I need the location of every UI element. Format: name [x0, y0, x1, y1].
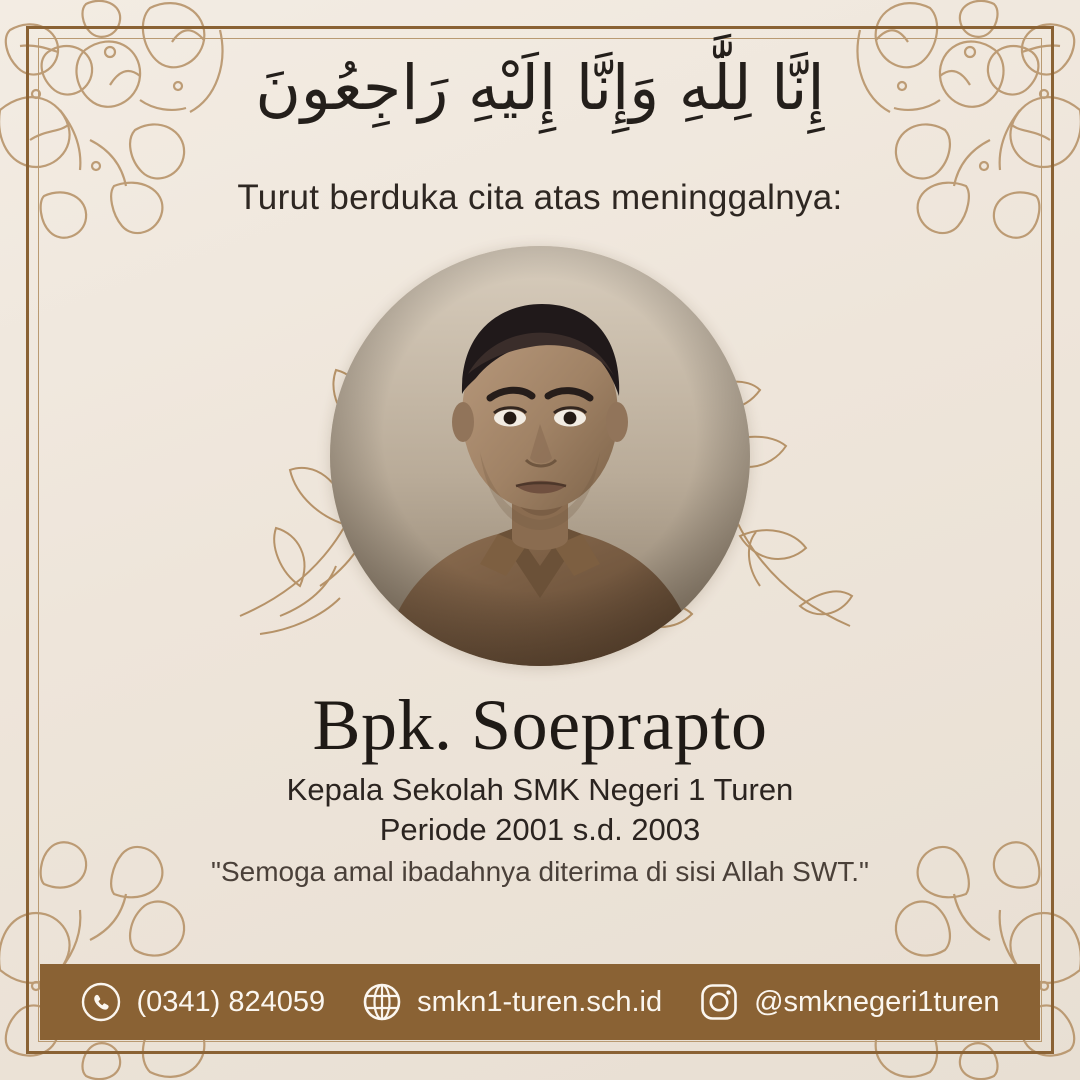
condolence-quote: "Semoga amal ibadahnya diterima di sisi Allah SWT.": [211, 855, 869, 887]
footer-website[interactable]: [361, 981, 662, 1023]
footer-instagram-label: @smknegeri1turen: [754, 985, 1000, 1018]
footer-instagram[interactable]: [698, 981, 999, 1023]
instagram-icon: [698, 981, 740, 1023]
footer-phone[interactable]: [80, 981, 325, 1023]
arabic-inna-lillahi-text: إِنَّا لِلَّٰهِ وَإِنَّا إِلَيْهِ رَاجِعُونَ: [255, 51, 825, 124]
footer-phone-label: (0341) 824059: [136, 985, 326, 1018]
contact-footer-bar: [40, 964, 1040, 1040]
phone-icon: [80, 981, 122, 1023]
deceased-name: Bpk. Soeprapto: [312, 685, 768, 765]
globe-icon: [361, 981, 403, 1023]
portrait-photo: [330, 246, 750, 666]
condolence-line: Turut berduka cita atas meninggalnya:: [237, 178, 843, 217]
service-period: Periode 2001 s.d. 2003: [379, 811, 701, 847]
footer-website-label: smkn1-turen.sch.id: [417, 985, 663, 1018]
portrait-section: [330, 246, 750, 666]
deceased-role: Kepala Sekolah SMK Negeri 1 Turen: [286, 771, 794, 807]
